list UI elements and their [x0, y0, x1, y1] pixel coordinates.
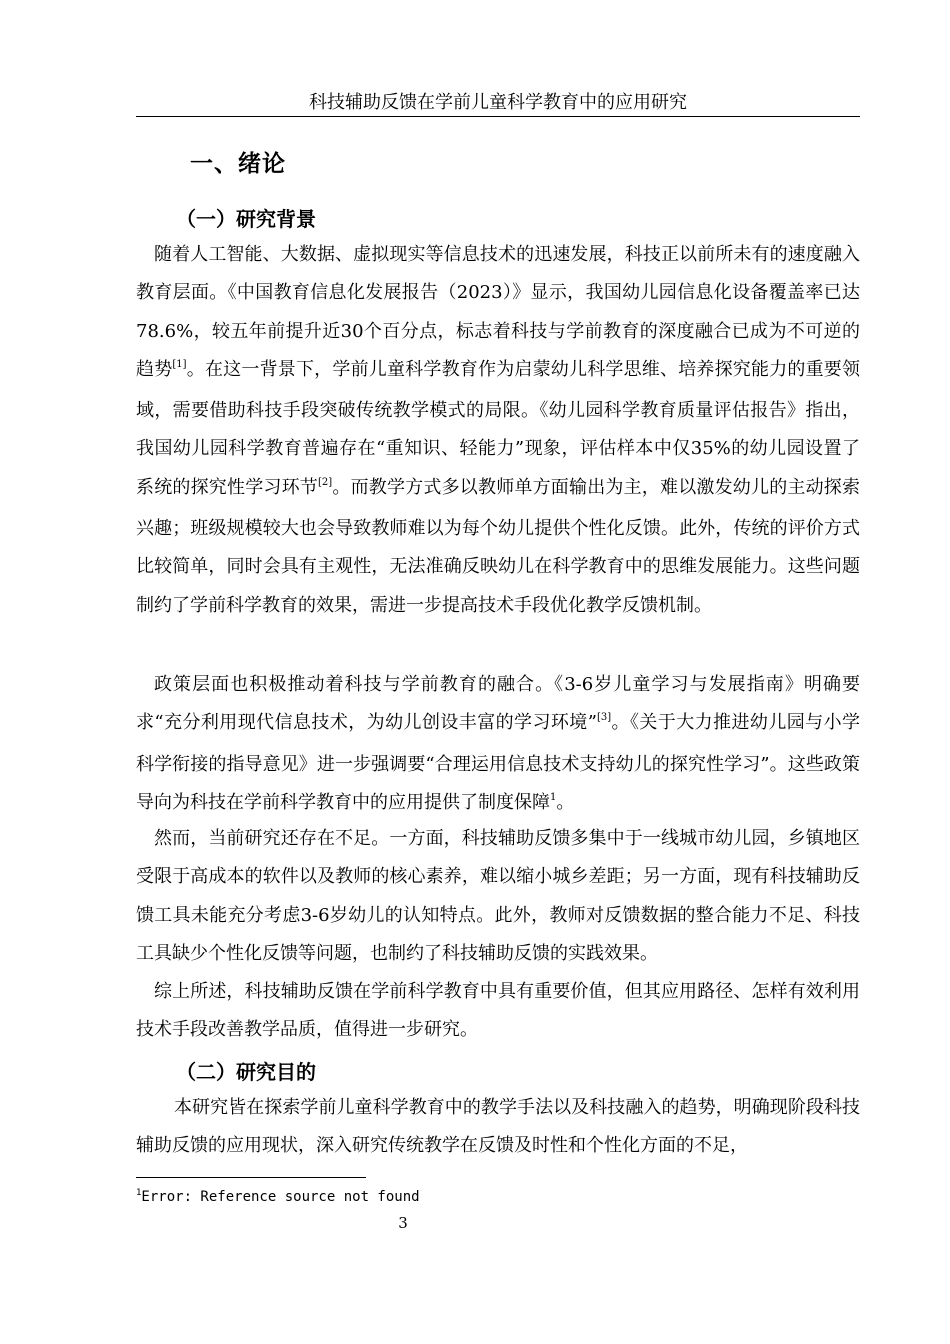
subsection-heading-background: （一）研究背景: [176, 207, 316, 231]
footnote-divider: [136, 1177, 366, 1178]
paragraph-purpose: 本研究皆在探索学前儿童科学教育中的教学手法以及科技融入的趋势，明确现阶段科技辅助反馈的应用现状，深入研究传统教学在反馈及时性和个性化方面的不足，: [136, 1097, 860, 1157]
paragraph-text: 政策层面也积极推动着科技与学前教育的融合。《3-6岁儿童学习与发展指南》明确要求“充分利用现代信息技术，为幼儿创设丰富的学习环境”: [136, 674, 860, 734]
paragraph-text: 随着人工智能、大数据、虚拟现实等信息技术的迅速发展，科技正以前所未有的速度融入教育层面。《中国教育信息化发展报告（2023）》显示，我国幼儿园信息化设备覆盖率已达78.6%，较五年前提升近30个百分点，标志着科技与学前教育的深度融合已成为不可逆的趋势: [136, 244, 860, 380]
header-divider: [136, 116, 860, 117]
footnote: [136, 1189, 420, 1205]
footnote-text: Error: Reference source not found: [141, 1189, 420, 1205]
page-number: 3: [398, 1214, 408, 1232]
subsection-heading-purpose: （二）研究目的: [176, 1060, 316, 1084]
footnote-mark: 1: [136, 1188, 142, 1198]
paragraph-shortcomings: 然而，当前研究还存在不足。一方面，科技辅助反馈多集中于一线城市幼儿园，乡镇地区受限于高成本的软件以及教师的核心素养，难以缩小城乡差距；另一方面，现有科技辅助反馈工具未能充分考虑3-6岁幼儿的认知特点。此外，教师对反馈数据的整合能力不足、科技工具缺少个性化反馈等问题，也制约了科技辅助反馈的实践效果。: [136, 828, 860, 964]
footnote-marker[interactable]: 1: [550, 791, 557, 803]
citation-ref-2[interactable]: [2]: [318, 476, 333, 488]
paragraph-text: 。在这一背景下，学前儿童科学教育作为启蒙幼儿科学思维、培养探究能力的重要领域，需要借助科技手段突破传统教学模式的局限。《幼儿园科学教育质量评估报告》指出，我国幼儿园科学教育普遍存在“重知识、轻能力”现象，评估样本中仅35%的幼儿园设置了系统的探究性学习环节: [136, 358, 861, 498]
paragraph-background: [136, 236, 860, 625]
running-header: 科技辅助反馈在学前儿童科学教育中的应用研究: [309, 92, 687, 113]
section-heading: 一、绪论: [190, 151, 286, 177]
citation-ref-1[interactable]: [1]: [172, 358, 187, 370]
paragraph-text: 。: [556, 791, 575, 813]
paragraph-summary: 综上所述，科技辅助反馈在学前科学教育中具有重要价值，但其应用路径、怎样有效利用技术手段改善教学品质，值得进一步研究。: [136, 981, 860, 1041]
citation-ref-3[interactable]: [3]: [596, 712, 612, 724]
paragraph-text: 。而教学方式多以教师单方面输出为主，难以激发幼儿的主动探索兴趣；班级规模较大也会导致教师难以为每个幼儿提供个性化反馈。此外，传统的评价方式比较简单，同时会具有主观性，无法准确反映幼儿在科学教育中的思维发展能力。这些问题制约了学前科学教育的效果，需进一步提高技术手段优化教学反馈机制。: [136, 476, 861, 616]
paragraph-policy: [136, 666, 860, 825]
paragraph-text: 。《关于大力推进幼儿园与小学科学衔接的指导意见》进一步强调要“合理运用信息技术支持幼儿的探究性学习”。这些政策导向为科技在学前科学教育中的应用提供了制度保障: [136, 712, 861, 813]
